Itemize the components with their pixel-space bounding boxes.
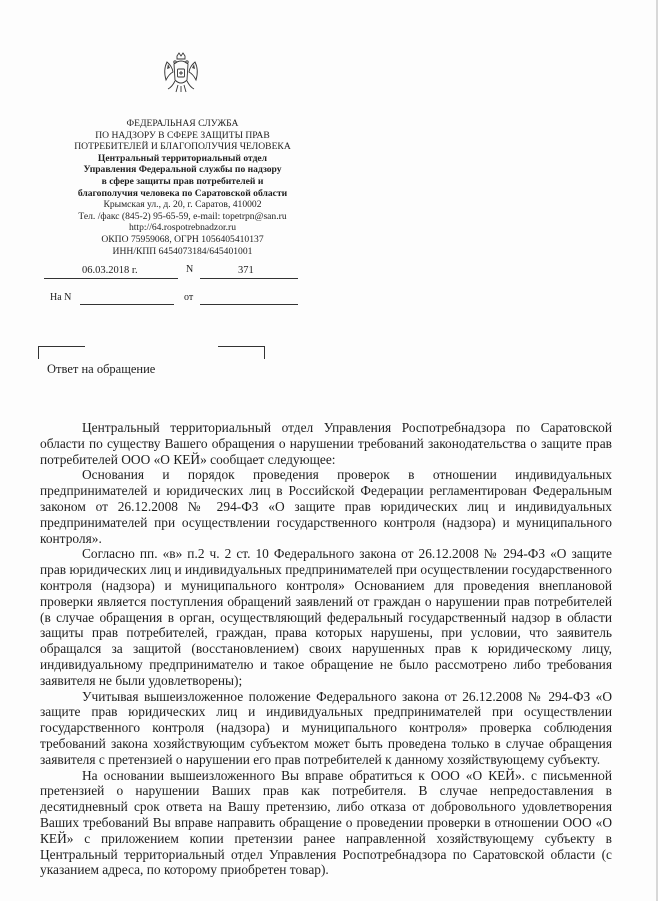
subject-line: Ответ на обращение xyxy=(47,362,156,376)
reference-label: На N xyxy=(50,292,72,303)
from-underline xyxy=(200,304,298,305)
website-line: http://64.rospotrebnadzor.ru xyxy=(128,222,237,234)
coat-of-arms-icon xyxy=(162,52,200,96)
document-number: 371 xyxy=(238,265,254,276)
okpo-line: ОКПО 75959068, ОГРН 1056405410137 xyxy=(101,233,264,245)
corner-mark-left xyxy=(38,346,85,359)
phone-line: Тел. /факс (845-2) 95-65-59, e-mail: topetrpn@san.ru xyxy=(78,210,287,222)
paragraph: Центральный территориальный отдел Управления Роспотребнадзора по Саратовской области по существу Вашего обращения о нарушении требований законодательства о защите прав потребителей ООО «О КЕЙ» сообщает следующее: xyxy=(40,420,612,467)
department-line: Управления Федеральной службы по надзору xyxy=(83,164,282,176)
agency-line: ФЕДЕРАЛЬНАЯ СЛУЖБА xyxy=(126,118,239,129)
paragraph: Основания и порядок проведения проверок в отношении индивидуальных предпринимателей и юридических лиц в Российской Федерации регламентирован Федеральным законом от 26.12.2008 № 294-ФЗ «О защите прав юридических лиц и индивидуальных предпринимателей при осуществлении государственного контроля (надзора) и муниципального контроля». xyxy=(40,467,612,546)
department-line: Центральный территориальный отдел xyxy=(97,152,268,164)
paragraph: Учитывая вышеизложенное положение Федерального закона от 26.12.2008 № 294-ФЗ «О защите прав юридических лиц и индивидуальных предпринимателей при осуществлении государственного контроля (надзора) и муниципального контроля» проверка соблюдения требований закона хозяйствующим субъектом может быть проведена только в случае обращения заявителя с претензией о нарушении его прав потребителей к данному хозяйствующему субъекту. xyxy=(40,688,612,767)
agency-line: ПОТРЕБИТЕЛЕЙ И БЛАГОПОЛУЧИЯ ЧЕЛОВЕКА xyxy=(74,141,291,153)
paragraph: На основании вышеизложенного Вы вправе обратиться к ООО «О КЕЙ». с письменной претензией о нарушении Ваших прав как потребителя. В случае непредоставления в десятидневный срок ответа на Вашу претензию, либо отказа от добровольного удовлетворения Ваших требований Вы вправе направить обращение о проведении проверки в отношении ООО «О КЕЙ» с приложением копии претензии ранее направленной хозяйствующему субъекту в Центральный территориальный отдел Управления Роспотребнадзора по Саратовской области (с указанием адреса, по которому приобретен товар). xyxy=(40,767,612,878)
reference-underline xyxy=(80,304,174,305)
number-label: N xyxy=(186,264,194,275)
number-underline xyxy=(200,278,298,279)
document-date: 06.03.2018 г. xyxy=(82,265,138,276)
department-line: в сфере защиты прав потребителей и xyxy=(101,175,264,187)
from-label: от xyxy=(184,292,194,303)
corner-mark-right xyxy=(218,346,265,359)
letter-body xyxy=(40,420,612,878)
letterhead xyxy=(40,118,325,257)
agency-line: ПО НАДЗОРУ В СФЕРЕ ЗАЩИТЫ ПРАВ xyxy=(95,129,270,141)
paragraph: Согласно пп. «в» п.2 ч. 2 ст. 10 Федерального закона от 26.12.2008 № 294-ФЗ «О защите прав юридических лиц и индивидуальных предпринимателей при осуществлении государственного контроля (надзора) и муниципального контроля» Основанием для проведения внеплановой проверки является поступления обращений заявлений от граждан о нарушении прав потребителей (в случае обращения в орган, осуществляющий федеральный государственный надзор в области защиты прав потребителей, граждан, права которых нарушены, при условии, что заявитель обращался за защитой (восстановлением) своих нарушенных прав к юридическому лицу, индивидуальному предпринимателю и такое обращение не было рассмотрено либо требования заявителя не были удовлетворены); xyxy=(40,546,612,688)
date-underline xyxy=(44,278,178,279)
address-line: Крымская ул., д. 20, г. Саратов, 410002 xyxy=(103,199,262,211)
department-line: благополучия человека по Саратовской области xyxy=(77,187,288,199)
inn-line: ИНН/КПП 6454073184/645401001 xyxy=(112,245,253,257)
